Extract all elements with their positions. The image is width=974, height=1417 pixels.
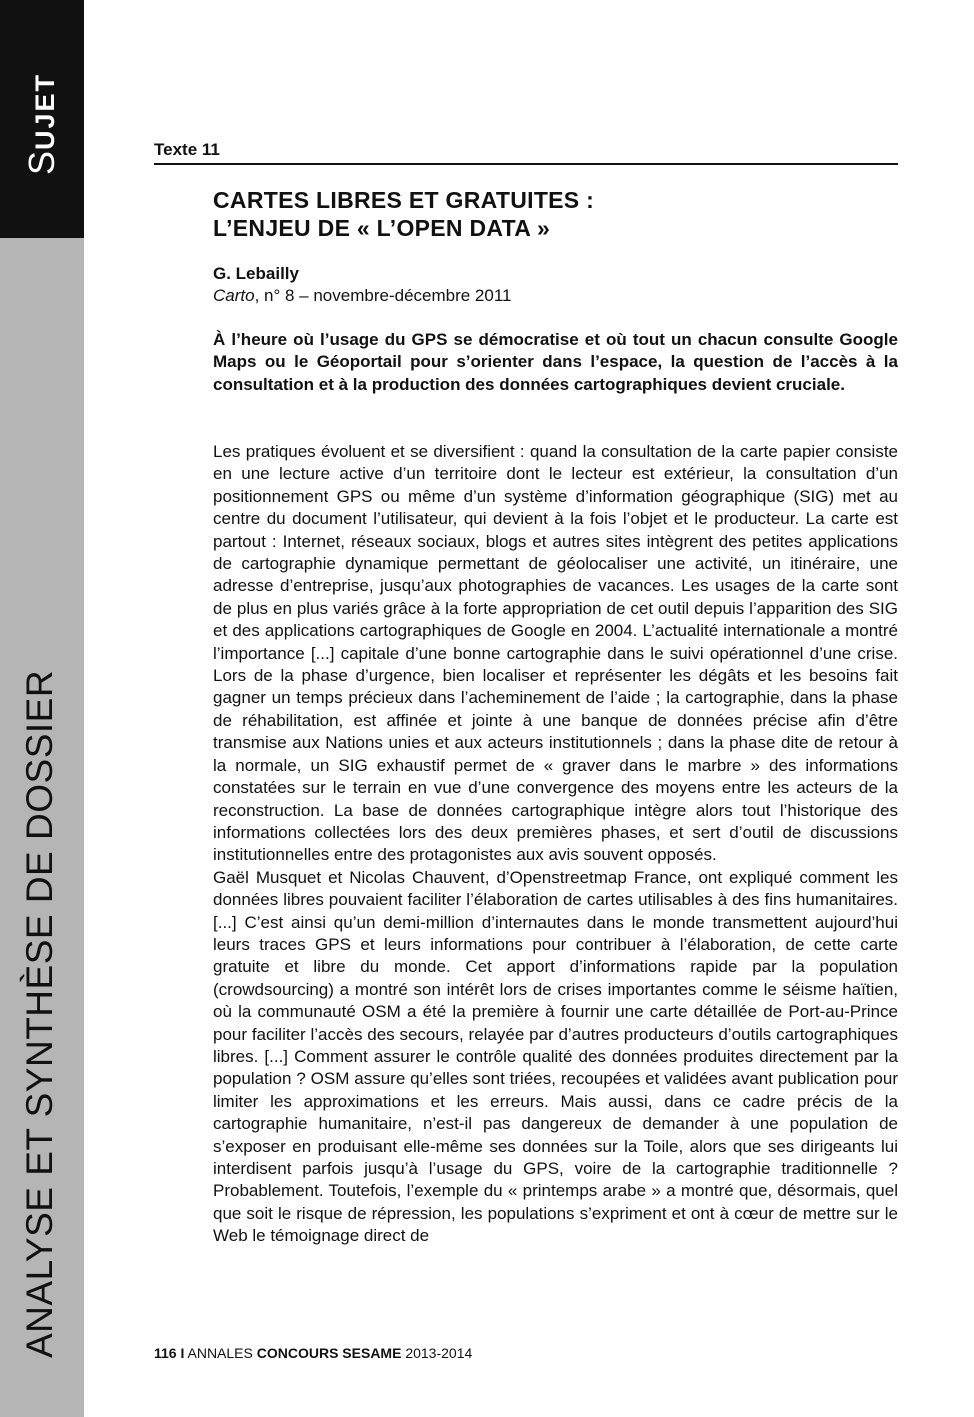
article-title	[213, 186, 898, 242]
body-paragraph: Gaël Musquet et Nicolas Chauvent, d’Openstreetmap France, ont expliqué comment les données libres pouvaient faciliter l’élaboration de cartes utilisables à des fins humanitaires. [...] C’est ainsi qu’un demi-million d’internautes dans le monde transmettent aujourd’hui leurs traces GPS et leurs informations pour contribuer à l’élaboration, de cette carte gratuite et libre du monde. Cet apport d’informations rapide par la population (crowdsourcing) a montré son intérêt lors de crises importantes comme le séisme haïtien, où la communauté OSM a été la première à fournir une carte détaillée de Port-au-Prince pour faciliter l’accès des secours, relayée par d’autres producteurs d’outils cartographiques libres. [...] Comment assurer le contrôle qualité des données produites directement par la population ? OSM assure qu’elles sont triées, recoupées et validées avant publication pour limiter les approximations et les erreurs. Mais aussi, dans ce cadre précis de la cartographie humanitaire, n’est-il pas dangereux de demander à une population de s’exposer en produisant elle-même ses données sur la Toile, alors que ses dirigeants lui interdisent parfois jusqu’à l’usage du GPS, voire de la cartographie traditionnelle ? Probablement. Toutefois, l’exemple du « printemps arabe » a montré que, désormais, quel que soit le risque de répression, les populations s’expriment et ont à cœur de mettre sur le Web le témoignage direct de	[213, 867, 898, 1246]
source-journal: Carto	[213, 286, 255, 305]
article-lead: À l’heure où l’usage du GPS se démocratise et où tout un chacun consulte Google Maps ou le Géoportail pour s’orienter dans l’espace, la question de l’accès à la consultation et à la production des données cartographiques devient cruciale.	[213, 330, 898, 394]
article-title-line-2: L’ENJEU DE « L’OPEN DATA »	[213, 215, 551, 241]
sidebar-section-tab	[0, 0, 84, 238]
article-body	[213, 441, 898, 1248]
header-rule	[154, 163, 898, 165]
section-label	[22, 73, 65, 175]
text-number-label: Texte 11	[154, 140, 220, 159]
article-source	[213, 285, 512, 307]
footer-annales: ANNALES	[187, 1345, 253, 1361]
footer-separator: I	[180, 1345, 185, 1361]
sidebar-vertical-title: ANALYSE ET SYNTHÈSE DE DOSSIER	[19, 669, 60, 1358]
body-paragraph: Les pratiques évoluent et se diversifient : quand la consultation de la carte papier consiste en une lecture active d’un territoire dont le lecteur est extérieur, la consultation d’un positionnement GPS ou même d’un système d’information géographique (SIG) met au centre du document l’utilisateur, qui devient à la fois l’objet et le producteur. La carte est partout : Internet, réseaux sociaux, blogs et autres sites intègrent des petites applications de cartographie dynamique permettant de géolocaliser une activité, un itinéraire, une adresse d’entreprise, jusqu’aux photographies de vacances. Les usages de la carte sont de plus en plus variés grâce à la forte appropriation de cet outil depuis l’apparition des SIG et des applications cartographiques de Google en 2004. L’actualité internationale a montré l’importance [...] capitale d’une bonne cartographie dans le suivi opérationnel d’une crise. Lors de la phase d’urgence, bien localiser et représenter les dégâts et les besoins fait gagner un temps précieux dans l’acheminement de l’aide ; la cartographie, dans la phase de réhabilitation, est affinée et jointe à une banque de données précise afin d’être transmise aux Nations unies et aux acteurs institutionnels ; dans la phase dite de retour à la normale, un SIG exhaustif permet de « graver dans le marbre » des informations constatées sur le terrain en vue d’une convergence des moyens entre les acteurs de la reconstruction. La base de données cartographique intègre alors tout l’historique des informations collectées lors des deux premières phases, et sert d’outil de discussions institutionnelles entre des protagonistes aux avis souvent opposés.	[213, 442, 898, 865]
page-footer	[154, 1344, 472, 1362]
source-details: , n° 8 – novembre-décembre 2011	[254, 286, 512, 305]
article-title-line-1: CARTES LIBRES ET GRATUITES :	[213, 187, 595, 213]
article-author: G. Lebailly	[213, 264, 299, 283]
section-label-initial: S	[21, 149, 62, 175]
footer-years: 2013-2014	[405, 1345, 473, 1361]
footer-concours: CONCOURS SESAME	[256, 1345, 402, 1361]
section-label-rest: UJET	[30, 72, 60, 150]
page-number: 116	[154, 1345, 177, 1361]
